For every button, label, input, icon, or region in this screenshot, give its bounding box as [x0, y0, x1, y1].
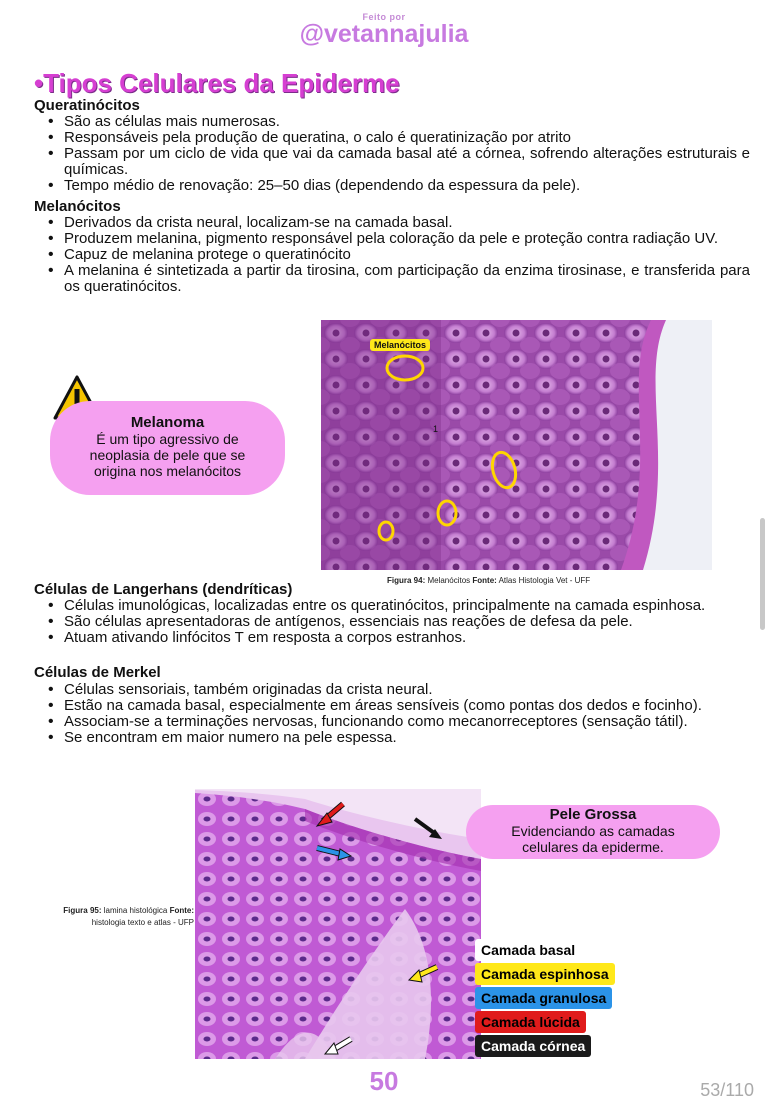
keratinocytes-list [34, 114, 750, 194]
legend-lucid: Camada lúcida [475, 1011, 586, 1033]
page-count: 53/110 [700, 1080, 754, 1100]
list-item: • Células sensoriais, também originadas da crista neural. [64, 682, 750, 698]
list-item: • Se encontram em maior numero na pele espessa. [64, 730, 750, 746]
list-item: • Derivados da crista neural, localizam-se na camada basal. [64, 215, 750, 231]
made-by-label: Feito por [362, 12, 406, 22]
thick-skin-note-title: Pele Grossa [549, 806, 637, 823]
caption-figure: Figura 95: [63, 906, 102, 915]
legend-corneum: Camada córnea [475, 1035, 591, 1057]
legend-granular: Camada granulosa [475, 987, 612, 1009]
merkel-heading: Células de Merkel [34, 664, 161, 681]
melanoma-note-title: Melanoma [130, 414, 205, 431]
list-item: • Células imunológicas, localizadas entre os queratinócitos, principalmente na camada espinhosa. [64, 598, 750, 614]
list-item: • A melanina é sintetizada a partir da tirosina, com participação da enzima tirosinase, e transferida para os queratinócitos. [64, 263, 750, 295]
melanocytes-micrograph [321, 320, 712, 570]
melanocytes-list [34, 215, 750, 295]
caption-source: Atlas Histologia Vet - UFF [496, 576, 591, 585]
micrograph-image [195, 789, 481, 1059]
caption-source-label: Fonte: [169, 906, 194, 915]
caption-figure: Figura 94: [387, 576, 426, 585]
scrollbar-thumb[interactable] [760, 518, 765, 630]
page-title: •Tipos Celulares da Epiderme [34, 68, 400, 98]
figure-95-caption [60, 905, 194, 929]
list-item: • Tempo médio de renovação: 25–50 dias (dependendo da espessura da pele). [64, 178, 750, 194]
figure-94-caption [387, 576, 590, 585]
melanocytes-heading: Melanócitos [34, 198, 121, 215]
list-item: • Passam por um ciclo de vida que vai da camada basal até a córnea, sofrendo alterações estruturais e químicas. [64, 146, 750, 178]
list-item: • Atuam ativando linfócitos T em resposta a corpos estranhos. [64, 630, 750, 646]
author-handle: @vetannajulia [299, 20, 469, 48]
melanocytes-label: Melanócitos [370, 339, 430, 351]
keratinocytes-heading: Queratinócitos [34, 97, 140, 114]
list-item: • São células apresentadoras de antígenos, essenciais nas reações de defesa da pele. [64, 614, 750, 630]
list-item: • Estão na camada basal, especialmente em áreas sensíveis (como pontas dos dedos e focinho). [64, 698, 750, 714]
thick-skin-note [466, 805, 720, 859]
melanoma-note-text: É um tipo agressivo de neoplasia de pele que se origina nos melanócitos [89, 431, 246, 479]
legend-spinous: Camada espinhosa [475, 963, 615, 985]
list-item: • Associam-se a terminações nervosas, funcionando como mecanorreceptores (sensação tátil). [64, 714, 750, 730]
legend-basal: Camada basal [475, 939, 581, 961]
caption-text: lamina histológica [101, 906, 170, 915]
langerhans-heading: Células de Langerhans (dendríticas) [34, 581, 293, 598]
list-item: • São as células mais numerosas. [64, 114, 750, 130]
langerhans-list [34, 598, 750, 646]
thick-skin-micrograph [195, 789, 481, 1059]
marker-label: 1 [433, 424, 439, 434]
melanoma-note [50, 401, 285, 495]
page-number: 50 [369, 1066, 399, 1096]
thick-skin-note-text: Evidenciando as camadas celulares da epiderme. [511, 823, 675, 855]
caption-source: histologia texto e atlas - UFP [91, 918, 194, 927]
micrograph-image [321, 320, 712, 570]
caption-source-label: Fonte: [472, 576, 497, 585]
list-item: • Capuz de melanina protege o queratinócito [64, 247, 750, 263]
list-item: • Produzem melanina, pigmento responsável pela coloração da pele e proteção contra radiação UV. [64, 231, 750, 247]
caption-text: Melanócitos [425, 576, 473, 585]
list-item: • Responsáveis pela produção de queratina, o calo é queratinização por atrito [64, 130, 750, 146]
merkel-list [34, 682, 750, 746]
